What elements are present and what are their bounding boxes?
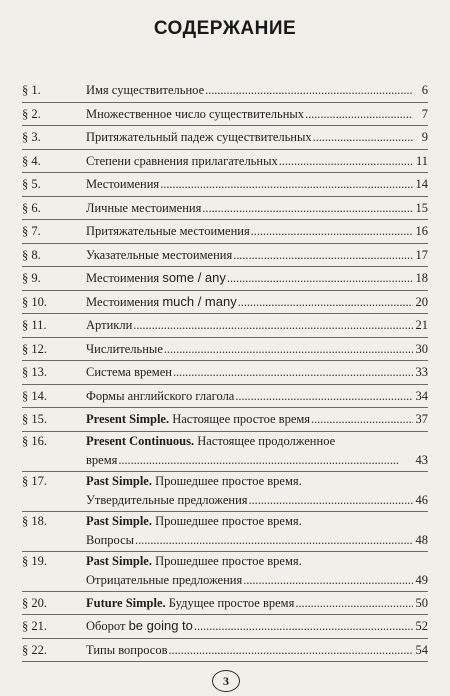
- section-number: § 19.: [22, 553, 47, 568]
- toc-entry[interactable]: [22, 220, 428, 244]
- toc-entry-line: [22, 173, 428, 196]
- toc-entry[interactable]: [22, 615, 428, 639]
- section-title: [86, 385, 234, 408]
- page-ref: 52: [415, 619, 428, 633]
- section-title: [86, 639, 168, 662]
- toc-entry-line: [22, 472, 428, 492]
- section-title: [86, 291, 237, 314]
- title-text: Вопросы: [86, 533, 135, 547]
- section-title: [86, 512, 302, 532]
- toc-entry-line: [22, 314, 428, 337]
- section-number: § 10.: [22, 294, 47, 309]
- dot-leader: [227, 267, 413, 290]
- toc-entry-line: [22, 432, 428, 452]
- page-ref: 15: [415, 200, 428, 215]
- toc-entry[interactable]: [22, 173, 428, 197]
- section-number: § 6.: [22, 200, 41, 215]
- toc-entry-line: [22, 126, 428, 149]
- dot-leader: [243, 571, 413, 591]
- toc-entry[interactable]: [22, 592, 428, 616]
- section-title: [86, 126, 312, 149]
- dot-leader: [194, 615, 413, 638]
- page-ref: 46: [415, 493, 428, 507]
- toc-entry[interactable]: [22, 639, 428, 663]
- toc-entry[interactable]: [22, 267, 428, 291]
- section-number: § 14.: [22, 388, 47, 403]
- title-text: Указательные местоимения: [86, 247, 233, 262]
- page-ref: 49: [415, 573, 428, 587]
- page-ref: 11: [415, 153, 428, 168]
- section-number: § 3.: [22, 130, 41, 144]
- page-title: СОДЕРЖАНИЕ: [153, 18, 297, 39]
- toc-entry-line: [22, 220, 428, 243]
- section-number: § 11.: [22, 318, 47, 332]
- title-text: Притяжательный падеж существительных: [86, 130, 312, 144]
- section-title: [86, 220, 250, 243]
- section-title: [86, 314, 132, 337]
- english-term: some / any: [162, 270, 226, 285]
- dot-leader: [279, 150, 413, 173]
- toc-entry[interactable]: [22, 432, 428, 472]
- toc-entry[interactable]: [22, 126, 428, 150]
- toc-entry[interactable]: [22, 150, 428, 174]
- toc-entry[interactable]: [22, 197, 428, 221]
- page-ref: 21: [415, 318, 428, 332]
- page-ref: 34: [415, 388, 428, 403]
- section-number: § 7.: [22, 224, 41, 238]
- toc-entry-line: [22, 244, 428, 267]
- toc-entry-line: [22, 267, 428, 290]
- title-text: Артикли: [86, 318, 133, 332]
- dot-leader: [295, 592, 413, 615]
- tense-name: Past Simple.: [86, 553, 152, 568]
- title-text: Степени сравнения прилагательных: [86, 153, 278, 168]
- toc-entry-line: [22, 338, 428, 361]
- section-title: [86, 197, 201, 220]
- title-text: Притяжательные местоимения: [86, 224, 250, 238]
- section-title: [86, 571, 242, 591]
- dot-leader: [251, 220, 413, 243]
- section-title: [86, 531, 134, 551]
- page-ref: 14: [415, 177, 428, 191]
- section-number: § 5.: [22, 177, 41, 191]
- toc-entry-line: [22, 291, 428, 314]
- section-number: § 22.: [22, 642, 47, 657]
- dot-leader: [233, 244, 413, 267]
- toc-entry-line: [22, 552, 428, 572]
- toc-entry-line: [22, 571, 428, 591]
- section-title: [86, 615, 193, 638]
- toc-entry-line: [22, 491, 428, 511]
- dot-leader: [249, 491, 413, 511]
- toc-entry[interactable]: [22, 79, 428, 103]
- section-number: § 18.: [22, 513, 47, 528]
- section-number: § 16.: [22, 433, 47, 448]
- toc-entry[interactable]: [22, 244, 428, 268]
- page-ref: 37: [415, 412, 428, 426]
- dot-leader: [118, 451, 413, 471]
- title-text: Система времен: [86, 365, 172, 379]
- section-number: § 21.: [22, 619, 47, 633]
- toc-entry-line: [22, 197, 428, 220]
- page-ref: 43: [415, 453, 428, 467]
- dot-leader: [238, 291, 413, 314]
- toc-entry-line: [22, 408, 428, 431]
- title-text: Местоимения: [86, 177, 160, 191]
- page-ref: 18: [415, 271, 428, 285]
- toc-entry-line: [22, 103, 428, 126]
- title-text: Местоимения: [86, 271, 163, 285]
- toc-entry[interactable]: [22, 338, 428, 362]
- page-ref: 17: [415, 247, 428, 262]
- page-ref: 20: [415, 294, 428, 309]
- dot-leader: [173, 361, 413, 384]
- section-title: [86, 338, 163, 361]
- title-text: Оборот: [86, 619, 129, 633]
- section-title: [86, 361, 172, 384]
- dot-leader: [235, 385, 413, 408]
- dot-leader: [169, 639, 414, 662]
- title-text: Настоящее простое время: [169, 412, 311, 426]
- toc-entry-line: [22, 512, 428, 532]
- dot-leader: [205, 79, 413, 102]
- title-text: Прошедшее простое время.: [151, 553, 302, 568]
- section-number: § 2.: [22, 106, 41, 121]
- title-text: Множественное число существительных: [86, 106, 305, 121]
- toc-entry-line: [22, 150, 428, 173]
- page-ref: 7: [421, 106, 428, 121]
- section-title: [86, 79, 204, 102]
- toc-entry[interactable]: [22, 512, 428, 552]
- page-ref: 16: [415, 224, 428, 238]
- english-term: be going to: [128, 618, 193, 633]
- toc-entry-line: [22, 639, 428, 662]
- section-title: [86, 244, 232, 267]
- page-ref: 6: [421, 83, 428, 97]
- toc-entry[interactable]: [22, 361, 428, 385]
- title-text: Типы вопросов: [86, 642, 168, 657]
- toc-entry[interactable]: [22, 472, 428, 512]
- dot-leader: [305, 103, 413, 126]
- title-text: Имя существительное: [86, 83, 205, 97]
- title-text: Местоимения: [86, 294, 163, 309]
- toc-entry-line: [22, 615, 428, 638]
- title-text: Прошедшее простое время.: [151, 473, 302, 488]
- title-text: Утвердительные предложения: [86, 493, 248, 507]
- toc-entry-line: [22, 361, 428, 384]
- section-title: [86, 491, 248, 511]
- section-title: [86, 451, 117, 471]
- page-ref: 54: [415, 642, 428, 657]
- tense-name: Present Continuous.: [86, 433, 195, 448]
- page-number: 3: [212, 670, 240, 692]
- toc-entry-line: [22, 79, 428, 102]
- title-text: время: [86, 453, 118, 467]
- dot-leader: [133, 314, 413, 337]
- section-title: [86, 408, 310, 431]
- section-number: § 13.: [22, 365, 47, 379]
- section-title: [86, 267, 226, 290]
- section-number: § 4.: [22, 153, 41, 168]
- tense-name: Past Simple.: [86, 513, 152, 528]
- title-text: Прошедшее простое время.: [151, 513, 302, 528]
- section-title: [86, 150, 278, 173]
- dot-leader: [164, 338, 413, 361]
- english-term: much / many: [162, 293, 237, 309]
- page-ref: 30: [415, 341, 428, 356]
- table-of-contents: [22, 79, 428, 662]
- dot-leader: [135, 531, 413, 551]
- toc-entry-line: [22, 531, 428, 551]
- section-number: § 1.: [22, 83, 41, 97]
- section-title: [86, 592, 294, 615]
- tense-name: Present Simple.: [86, 412, 170, 426]
- toc-entry[interactable]: [22, 314, 428, 338]
- tense-name: Future Simple.: [86, 595, 166, 610]
- title-text: Настоящее продолженное: [194, 433, 336, 448]
- dot-leader: [311, 408, 413, 431]
- title-text: Числительные: [86, 341, 163, 356]
- dot-leader: [313, 126, 413, 149]
- title-text: Формы английского глагола: [86, 388, 235, 403]
- section-title: [86, 552, 302, 572]
- dot-leader: [202, 197, 413, 220]
- section-title: [86, 472, 302, 492]
- title-text: Будущее простое время: [165, 595, 295, 610]
- page-ref: 50: [415, 595, 428, 610]
- toc-entry[interactable]: [22, 291, 428, 315]
- toc-entry-line: [22, 385, 428, 408]
- tense-name: Past Simple.: [86, 473, 152, 488]
- toc-entry[interactable]: [22, 408, 428, 432]
- toc-entry[interactable]: [22, 385, 428, 409]
- dot-leader: [160, 173, 413, 196]
- page-ref: 33: [415, 365, 428, 379]
- section-title: [86, 432, 335, 452]
- section-number: § 12.: [22, 341, 47, 356]
- page-ref: 9: [421, 130, 428, 144]
- section-number: § 17.: [22, 473, 47, 488]
- toc-entry[interactable]: [22, 103, 428, 127]
- title-text: Отрицательные предложения: [86, 573, 243, 587]
- section-number: § 20.: [22, 595, 47, 610]
- section-number: § 15.: [22, 412, 47, 426]
- toc-entry[interactable]: [22, 552, 428, 592]
- section-number: § 9.: [22, 271, 41, 285]
- section-title: [86, 103, 304, 126]
- section-title: [86, 173, 159, 196]
- section-number: § 8.: [22, 247, 41, 262]
- toc-entry-line: [22, 451, 428, 471]
- title-text: Личные местоимения: [86, 200, 202, 215]
- page-ref: 48: [415, 533, 428, 547]
- toc-entry-line: [22, 592, 428, 615]
